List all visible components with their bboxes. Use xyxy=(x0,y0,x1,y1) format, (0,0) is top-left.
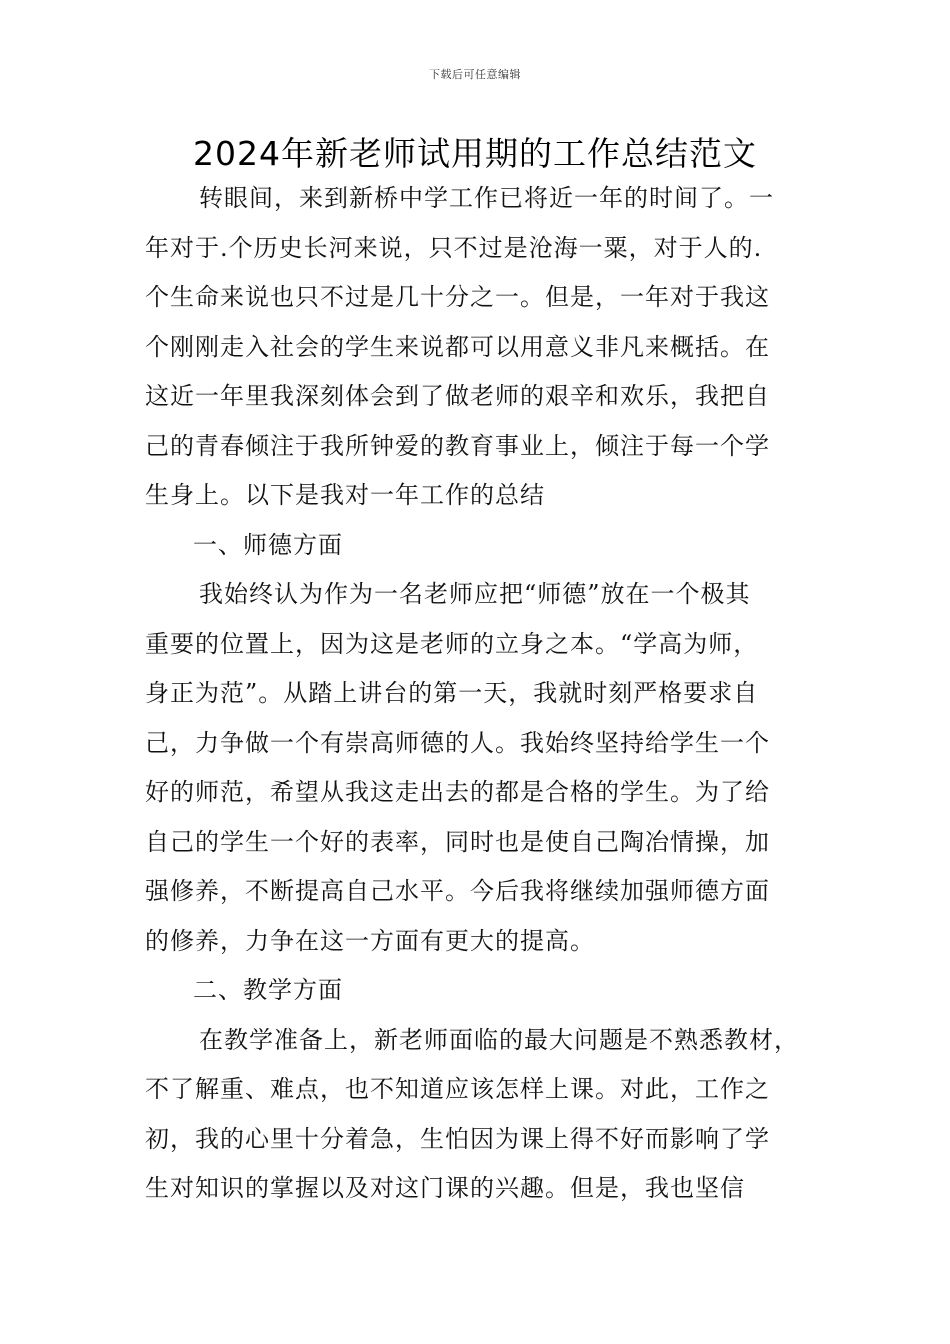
paragraph-line: 我始终认为作为一名老师应把“师德”放在一个极其 xyxy=(199,580,751,608)
paragraph-line: 个刚刚走入社会的学生来说都可以用意义非凡来概括。在 xyxy=(145,332,770,361)
paragraph-line: 自己的学生一个好的表率，同时也是使自己陶冶情操，加 xyxy=(145,827,770,856)
paragraph-line: 年对于.个历史长河来说，只不过是沧海一粟，对于人的. xyxy=(145,233,763,262)
paragraph-line: 好的师范，希望从我这走出去的都是合格的学生。为了给 xyxy=(145,778,770,806)
paragraph-line: 的修养，力争在这一方面有更大的提高。 xyxy=(145,926,595,955)
section-heading-ethics: 一、师德方面 xyxy=(193,530,343,559)
paragraph-line: 生对知识的掌握以及对这门课的兴趣。但是，我也坚信 xyxy=(145,1174,745,1202)
paragraph-line: 这近一年里我深刻体会到了做老师的艰辛和欢乐，我把自 xyxy=(145,382,770,410)
paragraph-line: 个生命来说也只不过是几十分之一。但是，一年对于我这 xyxy=(145,283,770,311)
document-body xyxy=(145,174,810,1214)
header-note: 下载后可任意编辑 xyxy=(429,68,521,81)
document-title: 2024年新老师试用期的工作总结范文 xyxy=(193,134,757,173)
section-heading-teaching: 二、教学方面 xyxy=(193,976,343,1004)
paragraph-line: 在教学准备上，新老师面临的最大问题是不熟悉教材， xyxy=(199,1025,799,1054)
paragraph-line: 重要的位置上，因为这是老师的立身之本。“学高为师， xyxy=(145,629,759,658)
paragraph-line: 己，力争做一个有崇高师德的人。我始终坚持给学生一个 xyxy=(145,728,770,757)
paragraph-line: 初，我的心里十分着急，生怕因为课上得不好而影响了学 xyxy=(145,1124,770,1153)
paragraph-line: 不了解重、难点，也不知道应该怎样上课。对此，工作之 xyxy=(145,1075,770,1103)
paragraph-line: 强修养，不断提高自己水平。今后我将继续加强师德方面 xyxy=(145,877,770,905)
paragraph-line: 转眼间，来到新桥中学工作已将近一年的时间了。一 xyxy=(199,184,774,212)
paragraph-line: 己的青春倾注于我所钟爱的教育事业上，倾注于每一个学 xyxy=(145,431,770,460)
paragraph-line: 身正为范”。从踏上讲台的第一天，我就时刻严格要求自 xyxy=(145,679,759,707)
paragraph-line: 生身上。以下是我对一年工作的总结 xyxy=(145,481,545,509)
